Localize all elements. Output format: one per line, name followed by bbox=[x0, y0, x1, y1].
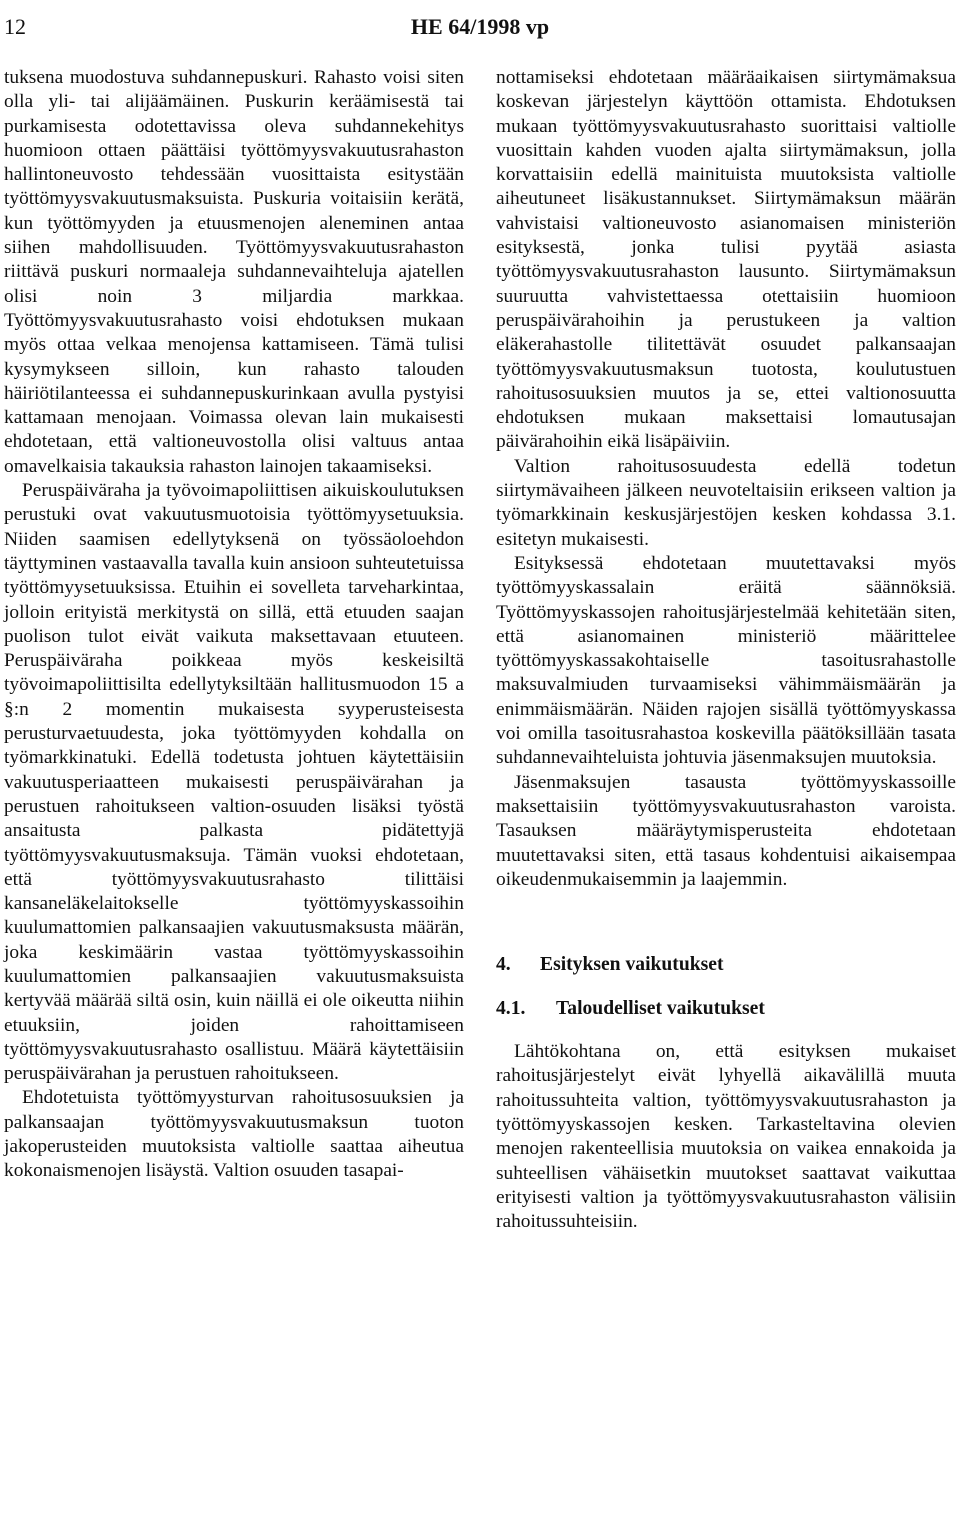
paragraph: Jäsenmaksujen tasausta työttömyyskassoille maksettaisiin työttömyysvakuutusrahaston varoista. Tasauksen määräytymisperusteita ehdotetaan muutettavaksi siten, että tasaus kohdentuisi aikaisempaa oikeudenmukaisemmin ja laajemmin. bbox=[496, 771, 956, 890]
paragraph: Ehdotetuista työttömyysturvan rahoitusosuuksien ja palkansaajan työttömyysvakuutusmaksun tuoton jakoperusteiden muutoksista valtiolle saattaa aiheutua kokonaismenojen lisäystä. Valtion osuuden tasapai- bbox=[4, 1087, 464, 1182]
paragraph: nottamiseksi ehdotetaan määräaikaisen siirtymämaksua koskevan järjestelyn käyttöön ottamista. Ehdotuksen mukaan työttömyysvakuutusrahasto suorittaisi valtiolle vuosittain kahden vuoden ajalta siirtymämaksun, jolla korvattaisiin edellä mainituista muutoksista valtiolle aiheutuneet lisäkustannukset. Siirtymämaksun määrän vahvistaisi valtioneuvosto asianomaisen ministeriön esityksestä, jonka tulisi pyytää asiasta työttömyysvakuutusrahaston lausunto. Siirtymämaksun suuruutta vahvistettaessa otettaisiin huomioon peruspäivärahoihin ja perustukeen ja valtion eläkerahastolle tilitettävät osuudet palkansaajan työttömyysvakuutusmaksun tuotosta, koulutustuen rahoitusosuuksien muutos ja se, ettei valtionosuutta ehdotuksen mukaan maksettaisi lomautusajan päivärahoihin eikä lisäpäiviin. bbox=[496, 67, 956, 453]
page-header bbox=[0, 14, 960, 48]
right-column bbox=[496, 66, 956, 1234]
page-number: 12 bbox=[4, 14, 26, 39]
paragraph: tuksena muodostuva suhdannepuskuri. Rahasto voisi siten olla yli- tai alijäämäinen. Puskurin keräämisestä tai purkamisesta odotettavissa oleva suhdannekehitys huomioon ottaen päättäisi työttömyysvakuutusrahaston hallintoneuvosto tehdessään vuosittaista esitystään työttömyysvakuutusmaksuista. Puskuria voitaisiin kerätä, kun työttömyyden ja etuusmenojen aleneminen antaa siihen mahdollisuuden. Työttömyysvakuutusrahaston riittävä puskuri normaaleja suhdannevaihteluja ajatellen olisi noin 3 miljardia markkaa. Työttömyysvakuutusrahasto voisi ehdotuksen mukaan myös ottaa velkaa menojensa kattamiseen. Tämä tulisi kysymykseen silloin, kun rahasto talouden häiriötilanteessa ei suhdannepuskurinkaan avulla pystyisi kattamaan menojaan. Voimassa olevan lain mukaisesti ehdotetaan, että valtioneuvostolla olisi valtuus antaa omavelkaisia takauksia rahaston lainojen takaamiseksi. bbox=[4, 67, 464, 477]
subsection-number: 4.1. bbox=[496, 998, 526, 1020]
paragraph: Esityksessä ehdotetaan muutettavaksi myös työttömyyskassalain eräitä säännöksiä. Työttömyyskassojen rahoitusjärjestelmää kehitetään siten, että asianomainen ministeriö määrittelee työttömyyskassakohtaiselle tasoitusrahastolle maksuvalmiuden turvaamiseksi vähimmäismäärän ja enimmäismäärän. Näiden rajojen sisällä työttömyyskassa voi omilla tasoitusrahastoa koskevilla päätöksillään tasata suhdannevaihteluista johtuvia jäsenmaksujen muutoksia. bbox=[496, 552, 956, 769]
paragraph: Peruspäiväraha ja työvoimapoliittisen aikuiskoulutuksen perustuki ovat vakuutusmuotoisia työttömyysetuuksia. Niiden saamisen edellytyksenä on työssäoloehdon täyttyminen vastaavalla tavalla kuin ansioon suhteutetuissa työttömyysetuuksissa. Etuihin ei sovelleta tarveharkintaa, jolloin erityistä merkitystä on sillä, että etuuden saajan puolison tulot eivät vaikuta maksettavaan etuuteen. Peruspäiväraha poikkeaa myös keskeisiltä työvoimapoliittisilta edellytyksiltään hallitusmuodon 15 a §:n 2 momentin mukaisesta syyperusteisesta perusturvaetuudesta, joka työttömyyden kohdalla on työmarkkinatuki. Edellä todetusta johtuen käytettäisiin vakuutusperiaatteen mukaisesti peruspäivärahan ja perustuen rahoitukseen valtion-osuuden lisäksi työstä ansaitusta palkasta pidätettyjä työttömyysvakuutusmaksuja. Tämän vuoksi ehdotetaan, että työttömyysvakuutusrahasto tilittäisi kansaneläkelaitokselle työttömyyskassoihin kuulumattomien palkansaajien vakuutusmaksusta määrän, joka keskimäärin vastaa työttömyyskassoihin kuulumattomien palkansaajien vakuutusmaksuista kertyvää määrää siltä osin, kuin näillä ei ole oikeutta niihin etuuksiin, joiden rahoittamiseen työttömyysvakuutusrahasto osallistuu. Määrä käytettäisiin peruspäivärahan ja perustuen rahoitukseen. bbox=[4, 480, 464, 1085]
section-heading bbox=[496, 952, 956, 978]
paragraph: Valtion rahoitusosuudesta edellä todetun siirtymävaiheen jälkeen neuvoteltaisiin erikseen valtion ja työmarkkinain keskusjärjestöjen kesken kohdassa 3.1. esitetyn mukaisesti. bbox=[496, 455, 956, 550]
subsection-heading bbox=[496, 996, 956, 1022]
left-column bbox=[4, 66, 464, 1184]
section-number: 4. bbox=[496, 954, 511, 976]
section-title: Esityksen vaikutukset bbox=[540, 954, 724, 976]
document-id: HE 64/1998 vp bbox=[410, 14, 550, 39]
paragraph: Lähtökohtana on, että esityksen mukaiset rahoitusjärjestelyt eivät lyhyellä aikavälillä muuta rahoitussuhteita valtion, työttömyysvakuutusrahaston ja työttömyyskassojen kesken. Tarkasteltavina olevien menojen rakenteellisia muutoksia on vaikea ennakoida ja suhteellisen vähäisetkin muutokset saattavat vaikuttaa erityisesti valtion ja työttömyysvakuutusrahaston välisiin rahoitussuhteisiin. bbox=[496, 1041, 956, 1233]
subsection-title: Taloudelliset vaikutukset bbox=[556, 998, 765, 1020]
